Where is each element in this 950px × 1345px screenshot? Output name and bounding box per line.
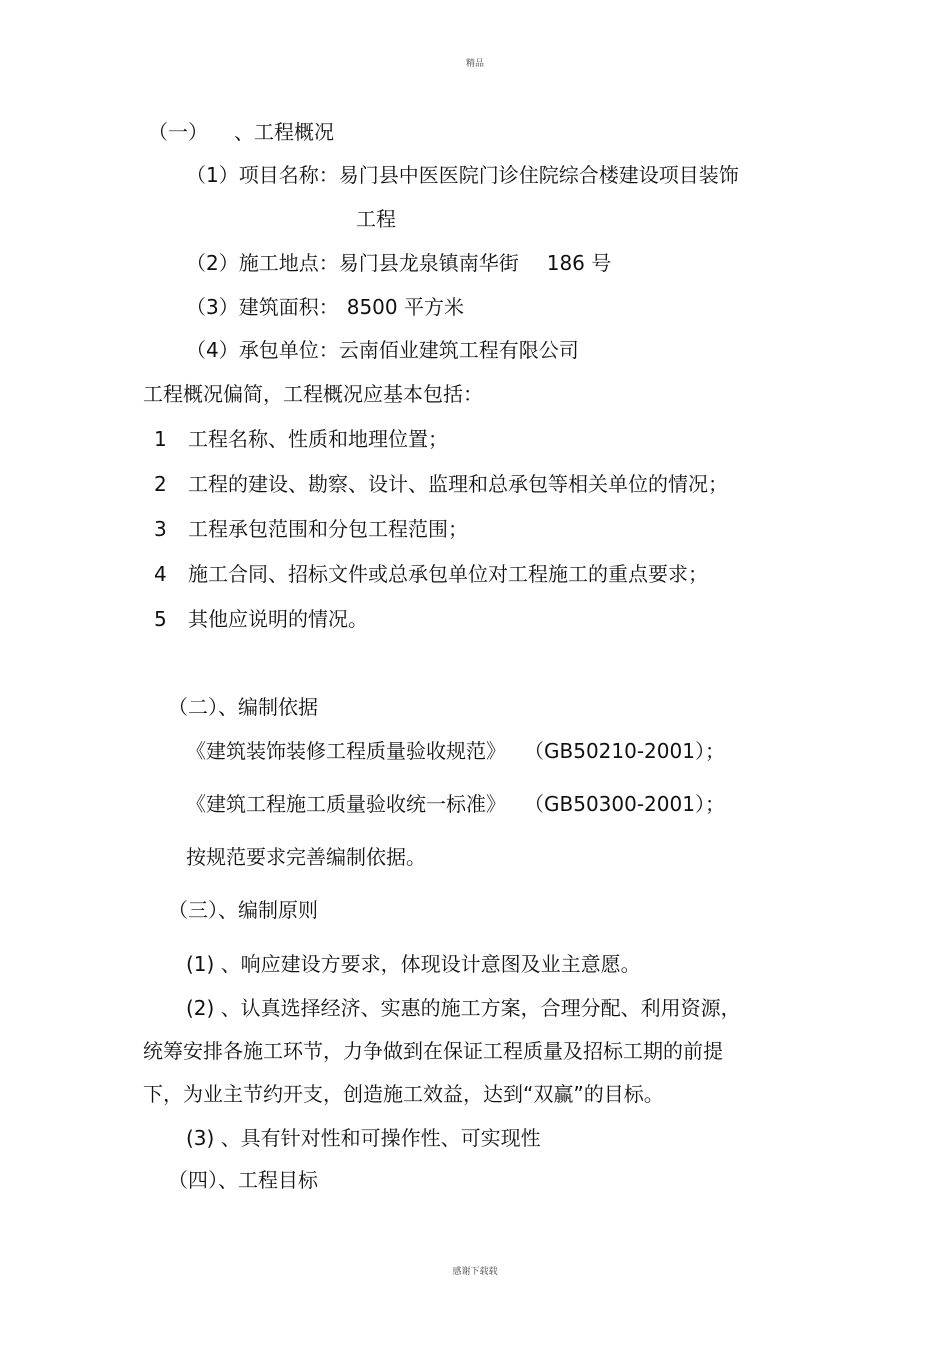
list-number: 1 <box>154 427 167 451</box>
section-1-title <box>148 120 334 144</box>
list-text: 施工合同、招标文件或总承包单位对工程施工的重点要求； <box>188 562 708 586</box>
reference-name: 《建筑工程施工质量验收统一标准》 <box>186 792 506 816</box>
list-item <box>154 607 368 631</box>
item-label: 项目名称： <box>238 163 339 187</box>
list-number: 4 <box>154 562 167 586</box>
item-value: 易门县中医医院门诊住院综合楼建设项目装饰 <box>338 163 739 187</box>
construction-site-line <box>186 251 611 275</box>
list-number: 5 <box>154 607 167 631</box>
reference-line <box>186 739 725 763</box>
list-item <box>154 517 468 541</box>
section-1-heading: 、工程概况 <box>234 120 334 144</box>
section-3-title: （三）、编制原则 <box>168 898 318 922</box>
list-text: 工程承包范围和分包工程范围； <box>188 517 468 541</box>
project-name-line <box>186 163 739 187</box>
item-number: （3） <box>186 295 239 319</box>
principle-1: (1) 、响应建设方要求，体现设计意图及业主意愿。 <box>186 952 641 976</box>
item-number: （4） <box>186 338 239 362</box>
reference-code: （GB50210-2001）； <box>524 739 725 763</box>
reference-name: 《建筑装饰装修工程质量验收规范》 <box>186 739 506 763</box>
reference-code: （GB50300-2001）； <box>524 792 725 816</box>
item-number: （2） <box>186 251 239 275</box>
section-4-title: （四）、工程目标 <box>168 1168 318 1192</box>
list-item <box>154 562 708 586</box>
item-value-number: 186 号 <box>546 251 612 275</box>
list-number: 3 <box>154 517 167 541</box>
list-number: 2 <box>154 472 167 496</box>
principle-2-line-3: 下，为业主节约开支，创造施工效益，达到“双赢”的目标。 <box>143 1082 664 1106</box>
item-label: 施工地点： <box>238 251 339 275</box>
list-item <box>154 427 448 451</box>
item-label: 承包单位： <box>238 338 339 362</box>
section-1-number: （一） <box>148 120 208 144</box>
list-item <box>154 472 728 496</box>
project-name-continuation: 工程 <box>356 207 396 231</box>
item-label: 建筑面积： <box>238 295 339 319</box>
page-footer: 感谢下载载 <box>452 1267 498 1277</box>
page-header: 精品 <box>465 59 484 69</box>
reference-line <box>186 792 725 816</box>
item-value: 8500 平方米 <box>346 295 464 319</box>
principle-2-line-2: 统筹安排各施工环节，力争做到在保证工程质量及招标工期的前提 <box>143 1039 723 1063</box>
item-value: 云南佰业建筑工程有限公司 <box>338 338 579 362</box>
principle-2-line-1: (2) 、认真选择经济、实惠的施工方案，合理分配、利用资源， <box>186 996 741 1020</box>
item-number: （1） <box>186 163 239 187</box>
list-text: 工程名称、性质和地理位置； <box>188 427 448 451</box>
basis-note: 按规范要求完善编制依据。 <box>186 845 426 869</box>
contractor-line <box>186 338 579 362</box>
section-2-title: （二）、编制依据 <box>168 695 318 719</box>
principle-3: (3) 、具有针对性和可操作性、可实现性 <box>186 1126 541 1150</box>
list-text: 其他应说明的情况。 <box>188 607 368 631</box>
list-text: 工程的建设、勘察、设计、监理和总承包等相关单位的情况； <box>188 472 728 496</box>
item-value: 易门县龙泉镇南华街 <box>338 251 519 275</box>
building-area-line <box>186 295 464 319</box>
overview-note: 工程概况偏简，工程概况应基本包括： <box>143 382 483 406</box>
